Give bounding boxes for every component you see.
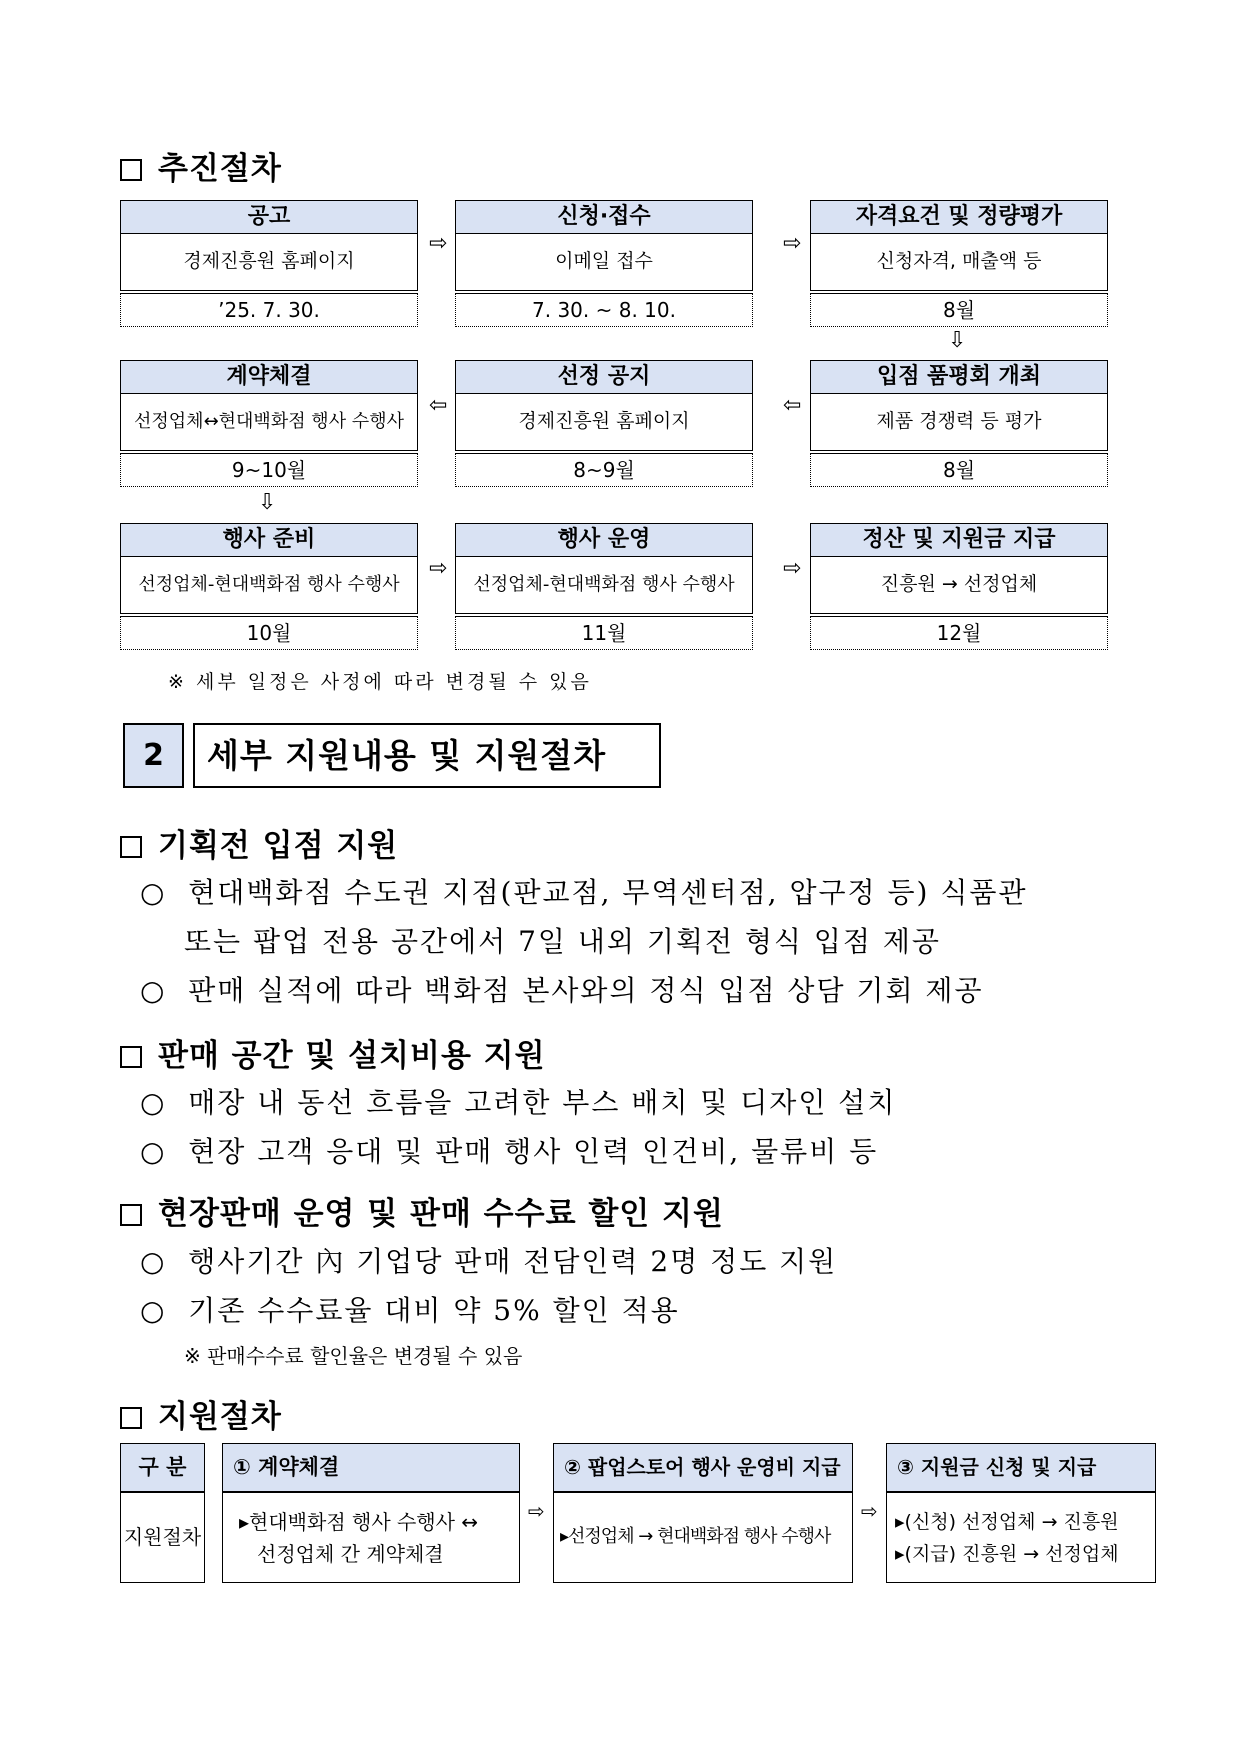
- flow-step-desc: 신청자격, 매출액 등: [810, 234, 1108, 291]
- flow-step-5: [455, 360, 753, 487]
- section-heading-procedure: 추진절차: [120, 143, 282, 188]
- subheading-sales-fee: 현장판매 운영 및 판매 수수료 할인 지원: [120, 1188, 724, 1233]
- left-arrow-icon: ⇦: [783, 393, 802, 418]
- checkbox-square-icon: [120, 836, 142, 858]
- step-1-line-1: ▸현대백화점 행사 수행사 ↔: [239, 1510, 479, 1534]
- table-row-label: 지원절차: [120, 1491, 205, 1583]
- flow-step-date: 7. 30. ~ 8. 10.: [455, 293, 753, 327]
- table-head-step-1: ① 계약체결: [222, 1443, 520, 1493]
- checkbox-square-icon: [120, 1046, 142, 1068]
- flow-step-9: [810, 523, 1108, 650]
- table-head-category: 구 분: [120, 1443, 205, 1493]
- left-arrow-icon: ⇦: [429, 393, 448, 418]
- section-number: 2: [123, 723, 184, 788]
- section-title: 세부 지원내용 및 지원절차: [193, 723, 661, 788]
- down-arrow-icon: ⇩: [948, 328, 967, 353]
- flow-step-3: [810, 200, 1108, 327]
- flow-step-date: ’25. 7. 30.: [120, 293, 418, 327]
- circle-bullet-icon: ○: [140, 1086, 167, 1119]
- right-arrow-icon: ⇨: [861, 1499, 878, 1523]
- table-cell-step-1: [222, 1491, 520, 1583]
- flow-step-date: 10월: [120, 616, 418, 650]
- bullet-item: ○ 판매 실적에 따라 백화점 본사와의 정식 입점 상담 기회 제공: [140, 974, 984, 1007]
- circle-bullet-icon: ○: [140, 1245, 167, 1278]
- flow-step-date: 8~9월: [455, 453, 753, 487]
- flow-step-desc: 이메일 접수: [455, 234, 753, 291]
- bullet-item: ○ 현장 고객 응대 및 판매 행사 인력 인건비, 물류비 등: [140, 1135, 879, 1168]
- flow-step-date: 8월: [810, 293, 1108, 327]
- bullet-item: ○ 행사기간 內 기업당 판매 전담인력 2명 정도 지원: [140, 1245, 838, 1278]
- flow-step-desc: 선정업체↔현대백화점 행사 수행사: [120, 394, 418, 451]
- flow-step-desc: 선정업체-현대백화점 행사 수행사: [120, 557, 418, 614]
- circle-bullet-icon: ○: [140, 1294, 167, 1327]
- flow-step-desc: 선정업체-현대백화점 행사 수행사: [455, 557, 753, 614]
- flow-step-title: 정산 및 지원금 지급: [810, 523, 1108, 557]
- circle-bullet-icon: ○: [140, 974, 167, 1007]
- flow-step-date: 11월: [455, 616, 753, 650]
- checkbox-square-icon: [120, 1204, 142, 1226]
- flow-step-desc: 경제진흥원 홈페이지: [120, 234, 418, 291]
- subheading-space-cost: 판매 공간 및 설치비용 지원: [120, 1030, 546, 1075]
- bullet-item: ○ 기존 수수료율 대비 약 5% 할인 적용: [140, 1294, 680, 1327]
- flow-step-title: 자격요건 및 정량평가: [810, 200, 1108, 234]
- right-arrow-icon: ⇨: [783, 556, 802, 581]
- right-arrow-icon: ⇨: [783, 231, 802, 256]
- right-arrow-icon: ⇨: [429, 556, 448, 581]
- fee-note: ※ 판매수수료 할인율은 변경될 수 있음: [184, 1344, 523, 1368]
- table-cell-step-2: ▸선정업체 → 현대백화점 행사 수행사: [553, 1491, 853, 1583]
- flow-step-desc: 경제진흥원 홈페이지: [455, 394, 753, 451]
- flow-step-6: [810, 360, 1108, 487]
- circle-bullet-icon: ○: [140, 1135, 167, 1168]
- step-3-line-1: ▸(신청) 선정업체 → 진흥원: [895, 1511, 1119, 1533]
- bullet-item: ○ 매장 내 동선 흐름을 고려한 부스 배치 및 디자인 설치: [140, 1086, 897, 1119]
- flow-step-title: 행사 운영: [455, 523, 753, 557]
- flow-step-date: 9~10월: [120, 453, 418, 487]
- right-arrow-icon: ⇨: [429, 231, 448, 256]
- step-1-line-2: 선정업체 간 계약체결: [257, 1542, 444, 1566]
- flow-step-desc: 제품 경쟁력 등 평가: [810, 394, 1108, 451]
- table-cell-step-3: [886, 1491, 1156, 1583]
- flow-step-title: 계약체결: [120, 360, 418, 394]
- flow-step-2: [455, 200, 753, 327]
- flow-step-title: 신청·접수: [455, 200, 753, 234]
- flow-step-4: [120, 360, 418, 487]
- flow-step-date: 8월: [810, 453, 1108, 487]
- flow-step-8: [455, 523, 753, 650]
- right-arrow-icon: ⇨: [528, 1499, 545, 1523]
- checkbox-square-icon: [120, 1407, 142, 1429]
- flow-step-7: [120, 523, 418, 650]
- flow-step-title: 입점 품평회 개최: [810, 360, 1108, 394]
- step-3-line-2: ▸(지급) 진흥원 → 선정업체: [895, 1543, 1119, 1565]
- checkbox-square-icon: [120, 159, 142, 181]
- bullet-item: ○ 현대백화점 수도권 지점(판교점, 무역센터점, 압구정 등) 식품관: [140, 876, 1028, 909]
- subheading-exhibition: 기획전 입점 지원: [120, 820, 398, 865]
- flow-step-1: [120, 200, 418, 327]
- table-head-step-3: ③ 지원금 신청 및 지급: [886, 1443, 1156, 1493]
- flow-step-desc: 진흥원 → 선정업체: [810, 557, 1108, 614]
- circle-bullet-icon: ○: [140, 876, 167, 909]
- bullet-continuation: 또는 팝업 전용 공간에서 7일 내외 기획전 형식 입점 제공: [184, 925, 941, 958]
- subheading-support-procedure: 지원절차: [120, 1391, 282, 1436]
- flow-step-date: 12월: [810, 616, 1108, 650]
- flow-step-title: 행사 준비: [120, 523, 418, 557]
- table-head-step-2: ② 팝업스토어 행사 운영비 지급: [553, 1443, 853, 1493]
- down-arrow-icon: ⇩: [258, 490, 277, 515]
- flow-step-title: 선정 공지: [455, 360, 753, 394]
- schedule-note: ※ 세부 일정은 사정에 따라 변경될 수 있음: [168, 671, 592, 693]
- flow-step-title: 공고: [120, 200, 418, 234]
